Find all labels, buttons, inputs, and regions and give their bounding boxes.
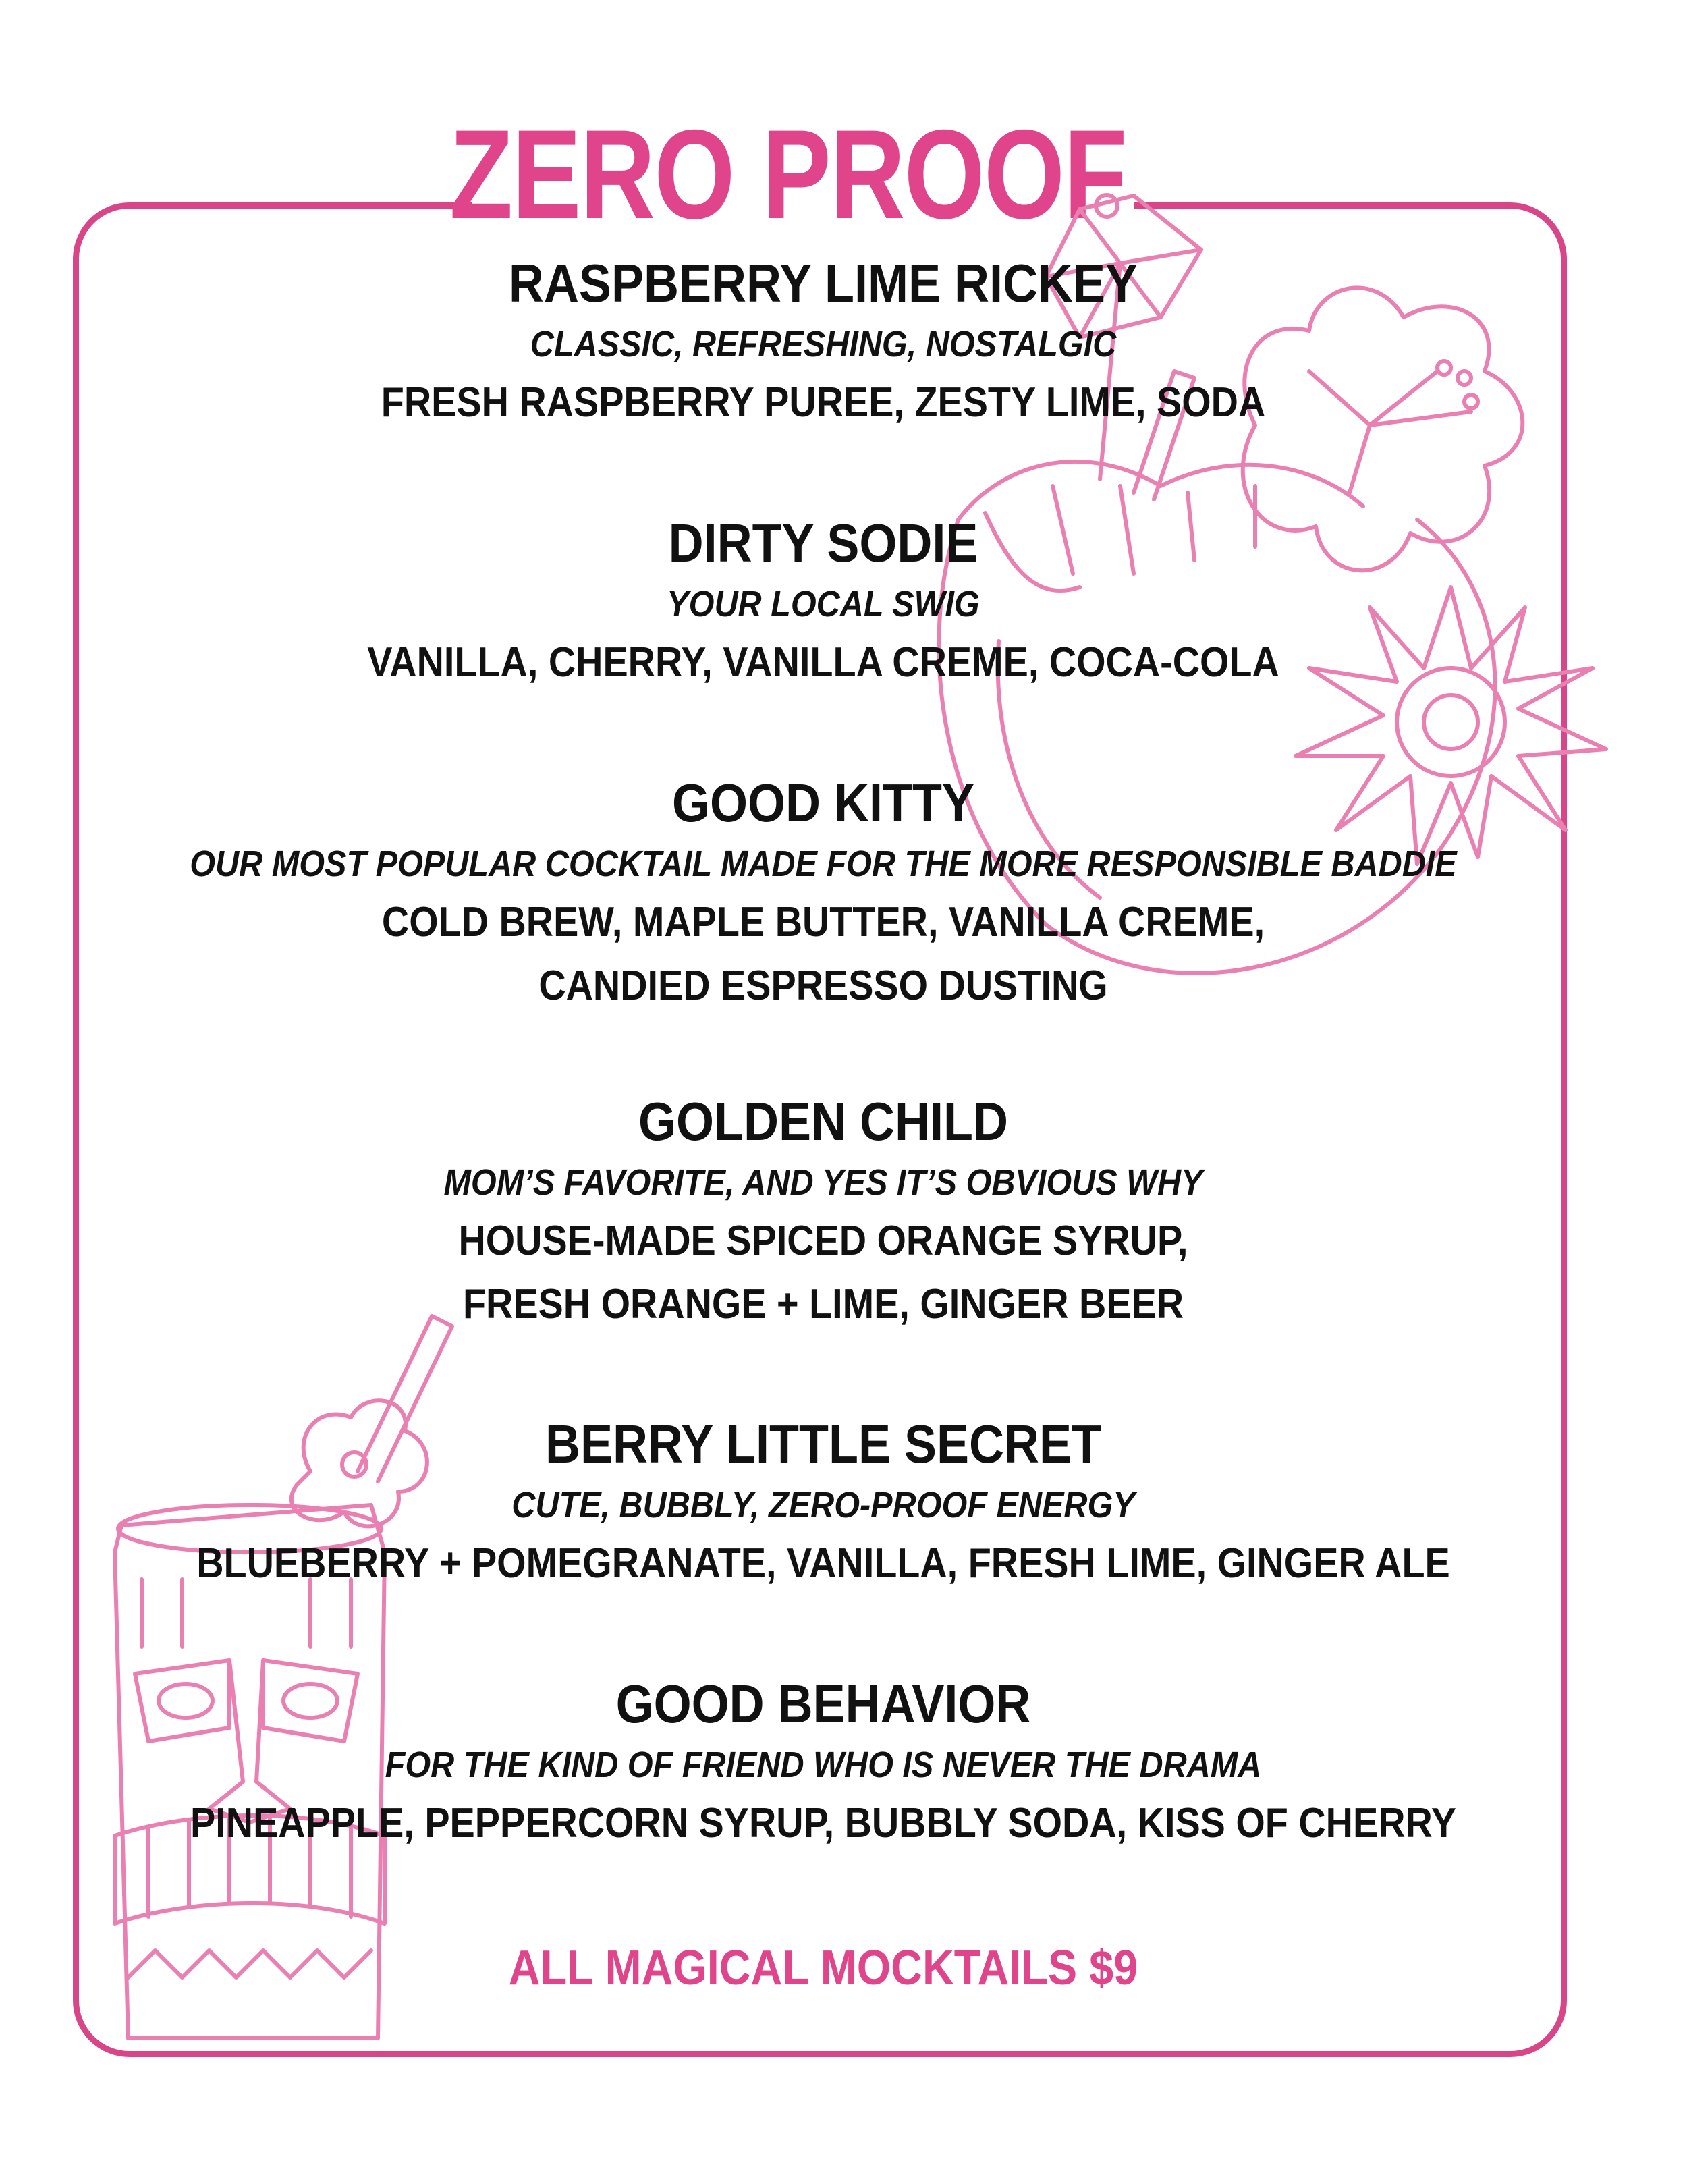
menu-item-berry-little-secret	[0, 1411, 1647, 1595]
menu-title: ZERO PROOF	[449, 103, 1126, 245]
item-name: GOOD BEHAVIOR	[615, 1674, 1031, 1734]
item-name: DIRTY SODIE	[668, 513, 978, 573]
menu-item-dirty-sodie	[0, 510, 1647, 694]
item-ingredients-line-1: HOUSE-MADE SPICED ORANGE SYRUP,	[458, 1218, 1188, 1264]
item-name: GOOD KITTY	[671, 773, 975, 833]
menu-item-raspberry-lime-rickey	[0, 250, 1647, 435]
menu-item-good-behavior	[0, 1670, 1647, 1855]
item-ingredients: FRESH RASPBERRY PUREE, ZESTY LIME, SODA	[381, 379, 1266, 426]
item-tagline: CUTE, BUBBLY, ZERO-PROOF ENERGY	[511, 1485, 1135, 1525]
menu-item-good-kitty	[0, 769, 1647, 1018]
item-ingredients-line-2: FRESH ORANGE + LIME, GINGER BEER	[462, 1281, 1184, 1328]
item-tagline: YOUR LOCAL SWIG	[667, 584, 980, 624]
item-ingredients-line-1: COLD BREW, MAPLE BUTTER, VANILLA CREME,	[381, 899, 1265, 946]
item-tagline: OUR MOST POPULAR COCKTAIL MADE FOR THE MORE RESPONSIBLE BADDIE	[190, 844, 1457, 884]
item-name: GOLDEN CHILD	[638, 1091, 1008, 1151]
price-footer: ALL MAGICAL MOCKTAILS $9	[508, 1941, 1138, 1995]
item-ingredients: VANILLA, CHERRY, VANILLA CREME, COCA-COLA	[367, 639, 1279, 686]
item-ingredients-line-2: CANDIED ESPRESSO DUSTING	[538, 962, 1108, 1009]
item-ingredients: BLUEBERRY + POMEGRANATE, VANILLA, FRESH LIME, GINGER ALE	[196, 1540, 1450, 1587]
item-tagline: MOM’S FAVORITE, AND YES IT’S OBVIOUS WHY	[443, 1162, 1203, 1203]
item-name: BERRY LITTLE SECRET	[545, 1414, 1102, 1474]
item-tagline: FOR THE KIND OF FRIEND WHO IS NEVER THE DRAMA	[385, 1745, 1262, 1785]
item-name: RASPBERRY LIME RICKEY	[508, 253, 1138, 313]
item-ingredients: PINEAPPLE, PEPPERCORN SYRUP, BUBBLY SODA, KISS OF CHERRY	[190, 1800, 1456, 1847]
menu-item-golden-child	[0, 1088, 1647, 1336]
item-tagline: CLASSIC, REFRESHING, NOSTALGIC	[530, 324, 1117, 364]
